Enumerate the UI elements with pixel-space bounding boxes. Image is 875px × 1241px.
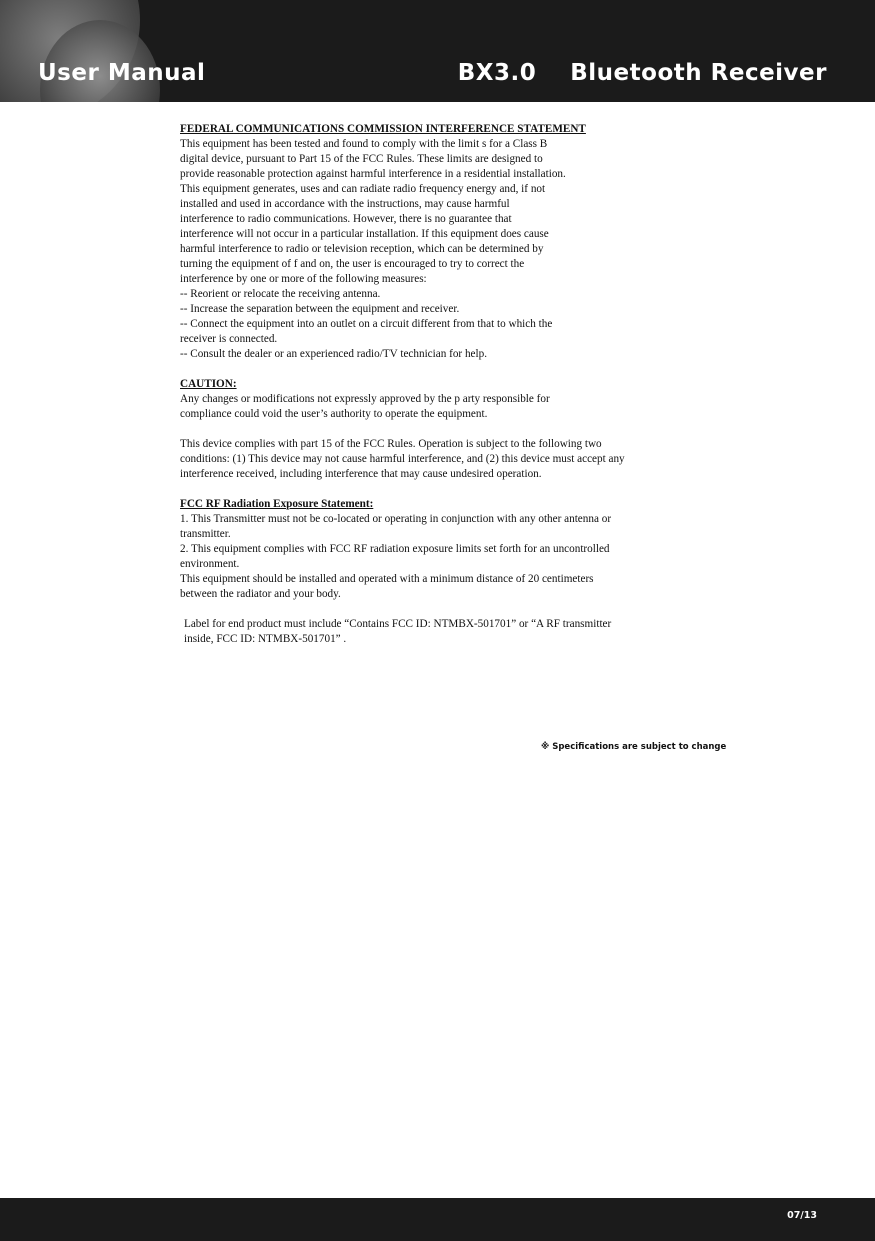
text-line: interference by one or more of the following measures: [180, 273, 427, 285]
text-line: This equipment generates, uses and can radiate radio frequency energy and, if not [180, 183, 546, 195]
caution-heading: CAUTION: [180, 378, 237, 390]
page-header [0, 0, 875, 102]
text-line: harmful interference to radio or television reception, which can be determined by [180, 243, 544, 255]
rf-heading: FCC RF Radiation Exposure Statement: [180, 498, 374, 510]
text-line: This equipment has been tested and found to comply with the limit s for a Class B [180, 138, 548, 150]
label-paragraph [180, 617, 740, 647]
text-line: interference will not occur in a particular installation. If this equipment does cause [180, 228, 549, 240]
text-line: transmitter. [180, 528, 231, 540]
text-line: Any changes or modifications not expressly approved by the p arty responsible for [180, 393, 550, 405]
text-line: between the radiator and your body. [180, 588, 341, 600]
page-number: 07/13 [787, 1210, 817, 1221]
text-line: -- Consult the dealer or an experienced radio/TV technician for help. [180, 348, 488, 360]
text-line: digital device, pursuant to Part 15 of the FCC Rules. These limits are designed to [180, 153, 543, 165]
text-line: 1. This Transmitter must not be co-located or operating in conjunction with any other antenna or [180, 513, 612, 525]
text-line: This device complies with part 15 of the FCC Rules. Operation is subject to the following two [180, 438, 602, 450]
fcc-heading: FEDERAL COMMUNICATIONS COMMISSION INTERFERENCE STATEMENT [180, 123, 586, 135]
rf-paragraph [180, 512, 740, 602]
product-title: BX3.0 Bluetooth Receiver [457, 60, 827, 86]
text-line: turning the equipment of f and on, the user is encouraged to try to correct the [180, 258, 525, 270]
specifications-note: ※ Specifications are subject to change [541, 742, 727, 752]
fcc-paragraph [180, 137, 740, 362]
text-line: Label for end product must include “Contains FCC ID: NTMBX-501701” or “A RF transmitter [184, 618, 612, 630]
text-line: -- Increase the separation between the equipment and receiver. [180, 303, 460, 315]
text-line: -- Reorient or relocate the receiving antenna. [180, 288, 381, 300]
document-body [180, 122, 740, 647]
text-line: 2. This equipment complies with FCC RF radiation exposure limits set forth for an uncontrolled [180, 543, 610, 555]
text-line: installed and used in accordance with the instructions, may cause harmful [180, 198, 510, 210]
caution-paragraph [180, 392, 740, 422]
text-line: receiver is connected. [180, 333, 278, 345]
text-line: -- Connect the equipment into an outlet on a circuit different from that to which the [180, 318, 553, 330]
text-line: This equipment should be installed and operated with a minimum distance of 20 centimeters [180, 573, 594, 585]
text-line: interference to radio communications. However, there is no guarantee that [180, 213, 512, 225]
text-line: conditions: (1) This device may not cause harmful interference, and (2) this device must accept any [180, 453, 625, 465]
page-footer [0, 1198, 875, 1241]
text-line: provide reasonable protection against harmful interference in a residential installation. [180, 168, 566, 180]
part15-paragraph [180, 437, 740, 482]
text-line: inside, FCC ID: NTMBX-501701” . [184, 633, 347, 645]
manual-title: User Manual [38, 60, 206, 86]
text-line: compliance could void the user’s authority to operate the equipment. [180, 408, 488, 420]
text-line: interference received, including interference that may cause undesired operation. [180, 468, 542, 480]
text-line: environment. [180, 558, 240, 570]
